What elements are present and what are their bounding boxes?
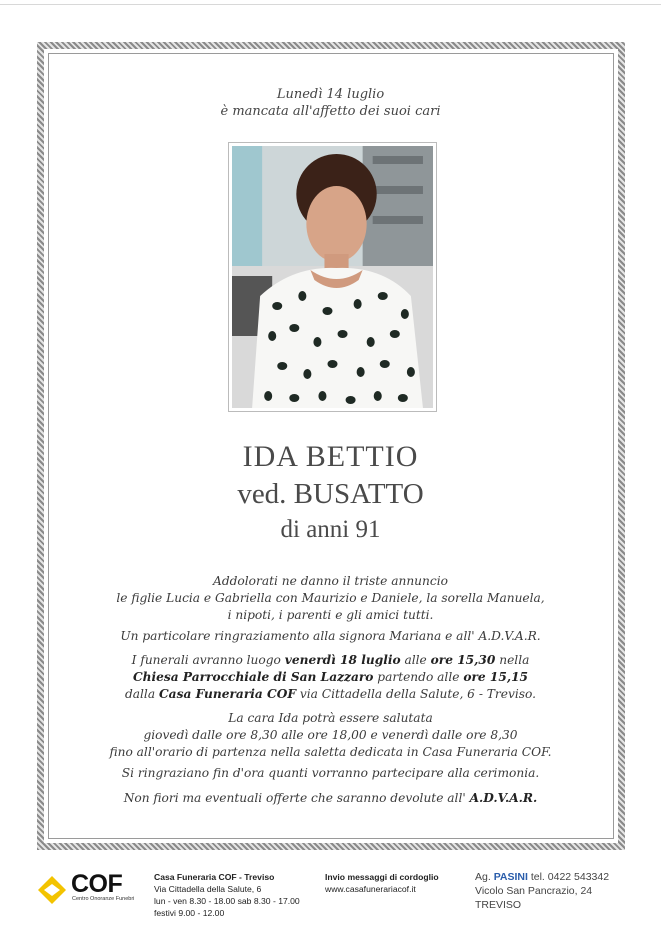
funeral-home-hours: lun - ven 8.30 - 18.00 sab 8.30 - 17.00: [154, 896, 300, 906]
announcement-line-1: Addolorati ne danno il triste annuncio: [213, 574, 448, 588]
agency-address: Vicolo San Pancrazio, 24: [475, 885, 593, 897]
intro-date: Lunedì 14 luglio: [276, 87, 385, 102]
condolence-info: [325, 871, 439, 895]
funeral-home-holiday-hours: festivi 9.00 - 12.00: [154, 908, 225, 918]
visit-line-4: Si ringraziano fin d'ora quanti vorranno partecipare alla cerimonia.: [121, 766, 540, 780]
cof-logo-text: COF: [71, 870, 123, 898]
deceased-name: IDA BETTIO: [242, 440, 419, 473]
agency-phone: tel. 0422 543342: [527, 871, 610, 883]
portrait-photo: [228, 142, 437, 412]
funeral-line-3: dalla Casa Funeraria COF via Cittadella della Salute, 6 - Treviso.: [124, 687, 537, 701]
agency-info: [475, 870, 609, 912]
visit-line-1: La cara Ida potrà essere salutata: [228, 711, 433, 725]
funeral-home-address: Via Cittadella della Salute, 6: [154, 884, 262, 894]
funeral-line-2: Chiesa Parrocchiale di San Lazzaro partendo alle ore 15,15: [132, 670, 529, 684]
funeral-home-title: Casa Funeraria COF - Treviso: [154, 872, 275, 882]
portrait-image: [232, 146, 433, 408]
agency-city: TREVISO: [475, 899, 522, 911]
condolence-url[interactable]: www.casafunerariacof.it: [325, 884, 416, 894]
donation-line: Non fiori ma eventuali offerte che saranno devolute all' A.D.V.A.R.: [123, 791, 538, 805]
age: di anni 91: [280, 516, 381, 543]
visit-line-2: giovedì dalle ore 8,30 alle ore 18,00 e venerdì dalle ore 8,30: [143, 728, 518, 742]
agency-line: Ag. PASINI tel. 0422 543342: [475, 871, 610, 883]
agency-name: PASINI: [493, 871, 528, 883]
top-rule: [0, 4, 661, 5]
cof-logo-subtitle: Centro Onoranze Funebri: [72, 896, 135, 902]
condolence-title: Invio messaggi di cordoglio: [325, 872, 439, 882]
intro-text: è mancata all'affetto dei suoi cari: [220, 104, 441, 119]
thanks-line: Un particolare ringraziamento alla signora Mariana e all' A.D.V.A.R.: [120, 629, 541, 643]
announcement-line-3: i nipoti, i parenti e gli amici tutti.: [227, 608, 434, 622]
funeral-home-info: [154, 871, 300, 919]
funeral-line-1: I funerali avranno luogo venerdì 18 luglio alle ore 15,30 nella: [131, 653, 530, 667]
widow-of: ved. BUSATTO: [237, 478, 424, 510]
announcement-line-2: le figlie Lucia e Gabriella con Maurizio e Daniele, la sorella Manuela,: [116, 591, 545, 605]
visit-line-3: fino all'orario di partenza nella saletta dedicata in Casa Funeraria COF.: [109, 745, 552, 759]
